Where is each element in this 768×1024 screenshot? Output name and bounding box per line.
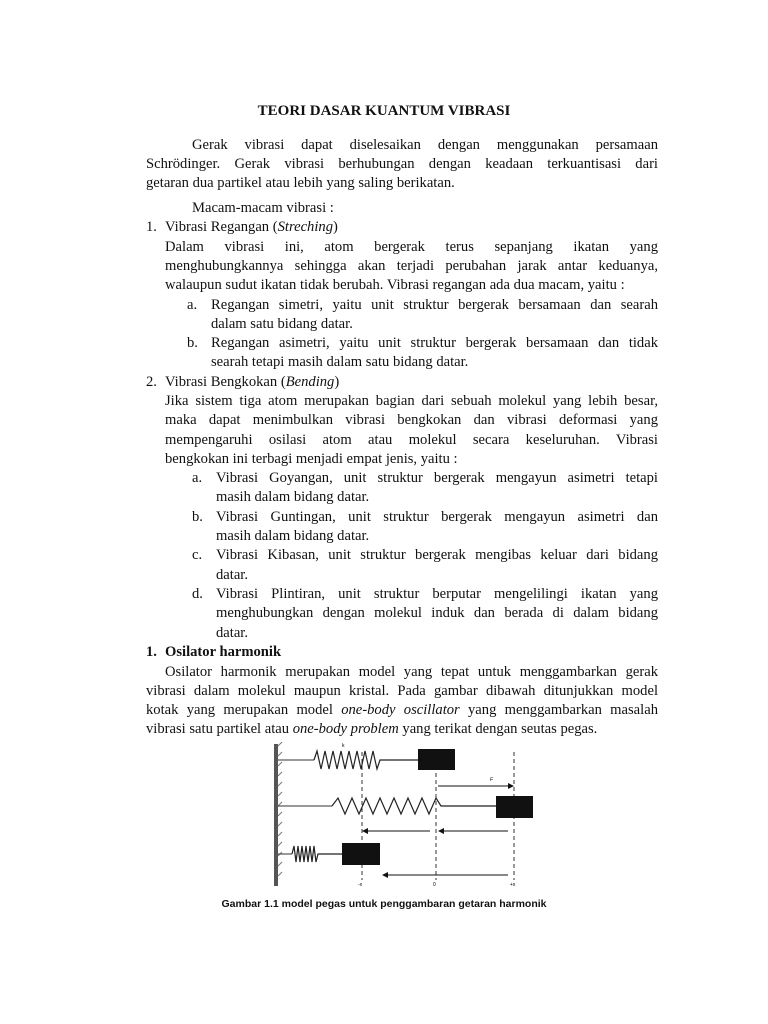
item2-heading: Vibrasi Bengkokan (Bending) bbox=[165, 374, 340, 390]
item2-desc-2: maka dapat menimbulkan vibrasi bengkokan dan vibrasi deformasi yang bbox=[165, 412, 658, 428]
section1-para-line-1: Osilator harmonik merupakan model yang tepat untuk menggambarkan gerak bbox=[165, 664, 658, 680]
figure-caption: Gambar 1.1 model pegas untuk penggambaran getaran harmonik bbox=[221, 898, 547, 910]
intro-line-2: Schrödinger. Gerak vibrasi berhubungan dengan keadaan terkuantisasi dari bbox=[146, 156, 658, 172]
item1-desc-3: walaupun sudut ikatan tidak berubah. Vibrasi regangan ada dua macam, yaitu : bbox=[165, 277, 625, 293]
axis-label-pos-x: +x bbox=[510, 882, 516, 888]
item2-d-line-2: menghubungkan dengan molekul induk dan berada di dalam bidang bbox=[216, 605, 658, 621]
item2-a-marker: a. bbox=[192, 470, 203, 486]
item1-a-marker: a. bbox=[187, 297, 198, 313]
item2-d-line-3: datar. bbox=[216, 625, 249, 641]
item2-a-line-2: masih dalam bidang datar. bbox=[216, 489, 370, 505]
spring-oscillator-figure bbox=[268, 742, 540, 888]
item2-b-line-2: masih dalam bidang datar. bbox=[216, 528, 370, 544]
spring-3 bbox=[292, 846, 342, 862]
item2-c-line-2: datar. bbox=[216, 567, 249, 583]
types-intro: Macam-macam vibrasi : bbox=[192, 200, 334, 216]
spring-constant-label: k bbox=[342, 743, 345, 749]
item2-d-marker: d. bbox=[192, 586, 203, 602]
mass-block-3 bbox=[342, 843, 380, 865]
item1-b-line-2: searah tetapi masih dalam satu bidang datar. bbox=[211, 354, 469, 370]
item2-c-marker: c. bbox=[192, 547, 203, 563]
mass-block-1 bbox=[418, 749, 455, 770]
item1-b-line-1: Regangan asimetri, yaitu unit struktur bergerak bersamaan dan tidak bbox=[211, 335, 658, 351]
item2-a-line-1: Vibrasi Goyangan, unit struktur bergerak mengayun asimetri tetapi bbox=[216, 470, 658, 486]
axis-label-zero: 0 bbox=[433, 882, 436, 888]
item1-number: 1. bbox=[146, 219, 157, 235]
force-label: F bbox=[490, 777, 494, 783]
section1-para-line-2: vibrasi dalam molekul maupun kristal. Pada gambar dibawah ditunjukkan model bbox=[146, 683, 658, 699]
section1-number: 1. bbox=[146, 644, 157, 660]
wall bbox=[274, 744, 278, 886]
section1-para-line-4: vibrasi satu partikel atau one-body problem yang terikat dengan seutas pegas. bbox=[146, 721, 598, 737]
item1-b-marker: b. bbox=[187, 335, 198, 351]
axis-label-neg-x: -x bbox=[358, 882, 363, 888]
spring-1 bbox=[314, 751, 418, 769]
mass-block-2 bbox=[496, 796, 533, 818]
item2-desc-3: mempengaruhi osilasi atom atau molekul secara keseluruhan. Vibrasi bbox=[165, 432, 658, 448]
item2-b-line-1: Vibrasi Guntingan, unit struktur bergerak mengayun asimetri dan bbox=[216, 509, 658, 525]
item1-a-line-2: dalam satu bidang datar. bbox=[211, 316, 353, 332]
intro-line-3: getaran dua partikel atau lebih yang saling berikatan. bbox=[146, 175, 455, 191]
section1-heading: Osilator harmonik bbox=[165, 644, 282, 660]
intro-line-1: Gerak vibrasi dapat diselesaikan dengan menggunakan persamaan bbox=[192, 137, 658, 153]
item2-desc-4: bengkokan ini terbagi menjadi empat jenis, yaitu : bbox=[165, 451, 458, 467]
item2-number: 2. bbox=[146, 374, 157, 390]
section1-para-line-3: kotak yang merupakan model one-body oscillator yang menggambarkan masalah bbox=[146, 702, 658, 718]
item2-d-line-1: Vibrasi Plintiran, unit struktur berputar mengelilingi ikatan yang bbox=[216, 586, 658, 602]
item1-desc-1: Dalam vibrasi ini, atom bergerak terus sepanjang ikatan yang bbox=[165, 239, 658, 255]
item2-c-line-1: Vibrasi Kibasan, unit struktur bergerak mengibas keluar dari bidang bbox=[216, 547, 658, 563]
page-title: TEORI DASAR KUANTUM VIBRASI bbox=[257, 103, 511, 119]
spring-2 bbox=[332, 798, 496, 814]
item1-desc-2: menghubungkannya sehingga akan terjadi perubahan jarak antar keduanya, bbox=[165, 258, 658, 274]
item2-b-marker: b. bbox=[192, 509, 203, 525]
item1-a-line-1: Regangan simetri, yaitu unit struktur bergerak bersamaan dan searah bbox=[211, 297, 658, 313]
item1-heading: Vibrasi Regangan (Streching) bbox=[165, 219, 338, 235]
item2-desc-1: Jika sistem tiga atom merupakan bagian dari sebuah molekul yang lebih besar, bbox=[165, 393, 658, 409]
